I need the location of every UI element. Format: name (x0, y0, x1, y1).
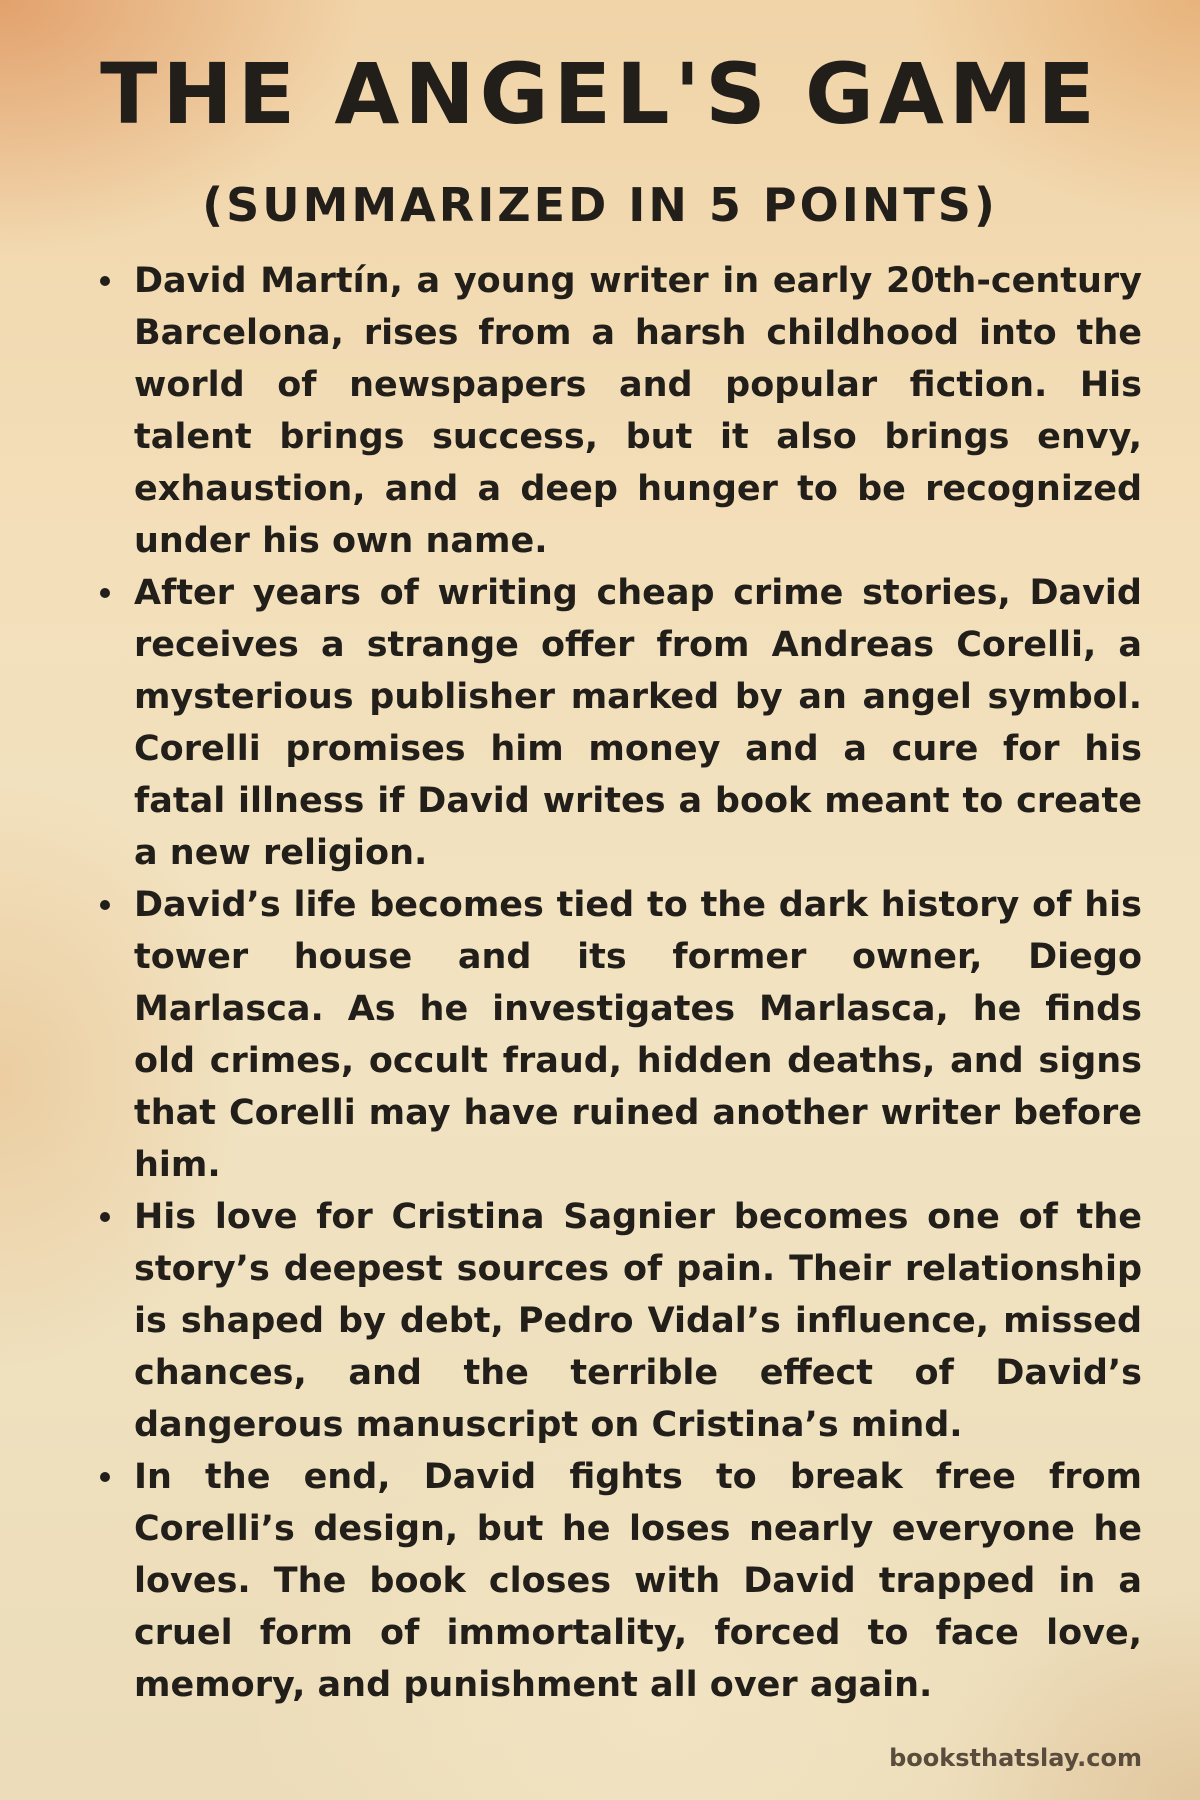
summary-point-4 (96, 1191, 1142, 1451)
summary-point-text: After years of writing cheap crime stories, David receives a strange offer from Andreas Corelli, a mysterious publisher marked by an angel symbol. Corelli promises him money and a cure for his fatal illness if David writes a book meant to create a new religion. (134, 573, 1142, 873)
summary-point-text: David Martín, a young writer in early 20th-century Barcelona, rises from a harsh childhood into the world of newspapers and popular fiction. His talent brings success, but it also brings envy, exhaustion, and a deep hunger to be recognized under his own name. (134, 261, 1142, 561)
bullet-icon (100, 276, 110, 286)
summary-point-text: His love for Cristina Sagnier becomes one of the story’s deepest sources of pain. Their relationship is shaped by debt, Pedro Vidal’s influence, missed chances, and the terrible effect of David’s dangerous manuscript on Cristina’s mind. (134, 1197, 1142, 1445)
bullet-icon (100, 1212, 110, 1222)
bullet-icon (100, 1472, 110, 1482)
summary-point-1 (96, 255, 1142, 567)
page-subtitle: (SUMMARIZED IN 5 POINTS) (202, 178, 998, 232)
site-watermark: booksthatslay.com (889, 1744, 1142, 1772)
summary-point-2 (96, 567, 1142, 879)
summary-point-text: In the end, David fights to break free from Corelli’s design, but he loses nearly everyone he loves. The book closes with David trapped in a cruel form of immortality, forced to face love, memory, and punishment all over again. (134, 1457, 1142, 1705)
summary-point-3 (96, 879, 1142, 1191)
bullet-icon (100, 588, 110, 598)
page-title: THE ANGEL'S GAME (100, 45, 1100, 143)
summary-point-5 (96, 1451, 1142, 1711)
summary-point-text: David’s life becomes tied to the dark history of his tower house and its former owner, Diego Marlasca. As he investigates Marlasca, he finds old crimes, occult fraud, hidden deaths, and signs that Corelli may have ruined another writer before him. (134, 885, 1142, 1185)
bullet-icon (100, 900, 110, 910)
summary-points-list (96, 255, 1142, 1711)
